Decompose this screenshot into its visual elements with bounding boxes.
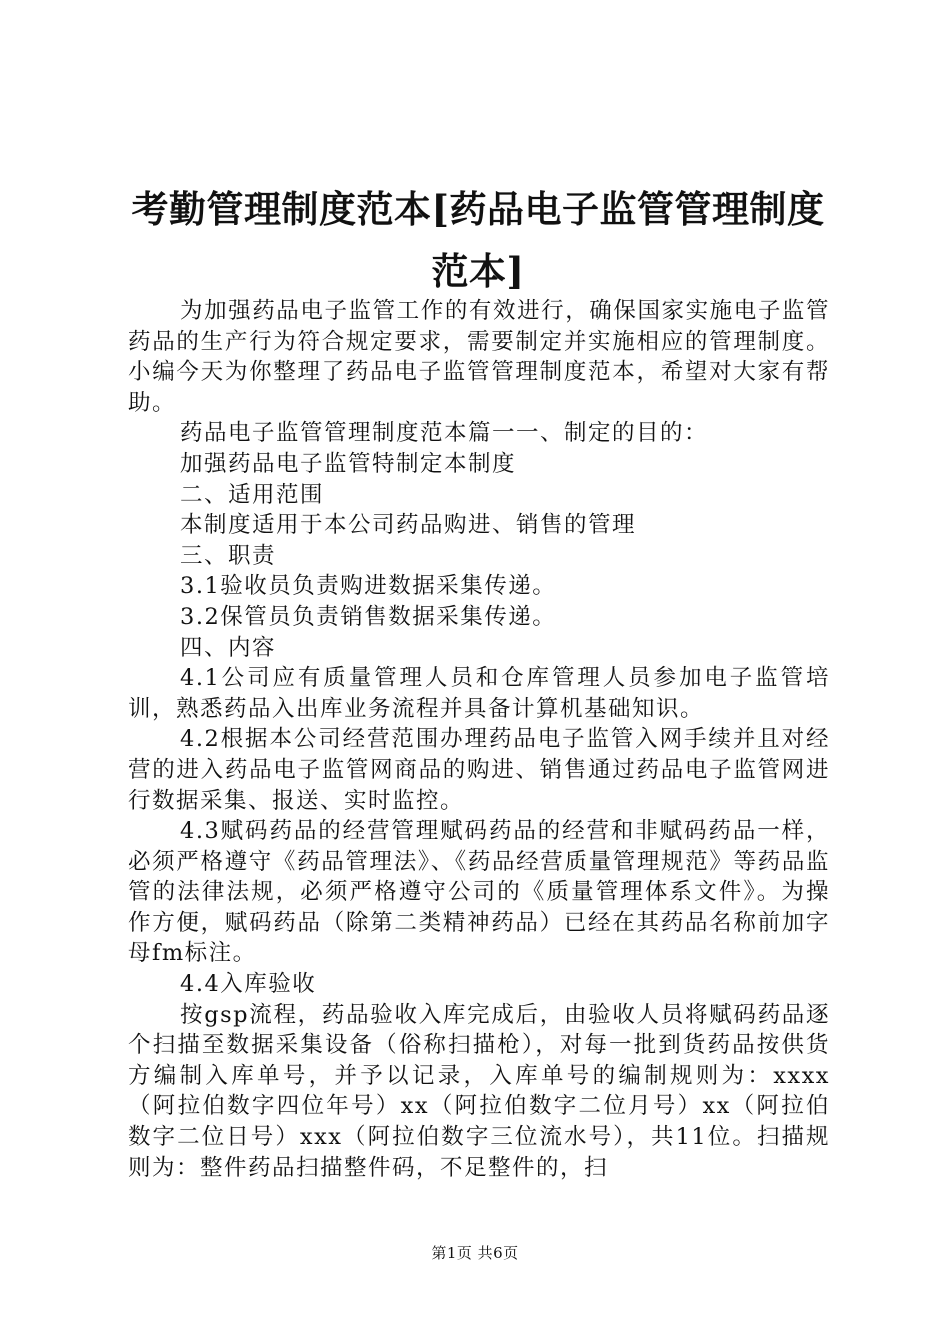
document-body <box>128 296 830 1183</box>
paragraph-content-4-4-heading: 4.4入库验收 <box>180 971 317 998</box>
paragraph-scope: 本制度适用于本公司药品购进、销售的管理 <box>180 512 637 539</box>
paragraph-content-4-1: 4.1公司应有质量管理人员和仓库管理人员参加电子监管培训，熟悉药品入出库业务流程并具备计算机基础知识。 <box>128 665 830 722</box>
paragraph-duties-heading: 三、职责 <box>180 542 277 569</box>
page-title: 考勤管理制度范本[药品电子监管管理制度范本] <box>131 187 825 293</box>
paragraph-duty-3-1: 3.1验收员负责购进数据采集传递。 <box>180 573 557 600</box>
page-indicator: 第1页 共6页 <box>431 1244 519 1262</box>
paragraph-purpose: 加强药品电子监管特制定本制度 <box>180 450 517 477</box>
paragraph-content-4-4: 按gsp流程，药品验收入库完成后，由验收人员将赋码药品逐个扫描至数据采集设备（俗称扫描枪），对每一批到货药品按供货方编制入库单号，并予以记录，入库单号的编制规则为：xxxx（阿拉伯数字四位年号）xx（阿拉伯数字二位月号）xx（阿拉伯数字二位日号）xxx（阿拉伯数字三位流水号），共11位。扫描规则为：整件药品扫描整件码，不足整件的，扫 <box>128 1001 830 1181</box>
paragraph-content-4-2: 4.2根据本公司经营范围办理药品电子监管入网手续并且对经营的进入药品电子监管网商品的购进、销售通过药品电子监管网进行数据采集、报送、实时监控。 <box>128 726 830 814</box>
paragraph-intro: 为加强药品电子监管工作的有效进行，确保国家实施电子监管药品的生产行为符合规定要求，需要制定并实施相应的管理制度。小编今天为你整理了药品电子监管管理制度范本，希望对大家有帮助。 <box>128 298 830 416</box>
paragraph-scope-heading: 二、适用范围 <box>180 481 325 508</box>
paragraph-duty-3-2: 3.2保管员负责销售数据采集传递。 <box>180 603 557 630</box>
paragraph-content-heading: 四、内容 <box>180 634 277 661</box>
paragraph-section-one-heading: 药品电子监管管理制度范本篇一一、制定的目的： <box>180 420 709 447</box>
paragraph-content-4-3: 4.3赋码药品的经营管理赋码药品的经营和非赋码药品一样，必须严格遵守《药品管理法》、《药品经营质量管理规范》等药品监管的法律法规，必须严格遵守公司的《质量管理体系文件》。为操作方便，赋码药品（除第二类精神药品）已经在其药品名称前加字母fm标注。 <box>128 818 830 967</box>
